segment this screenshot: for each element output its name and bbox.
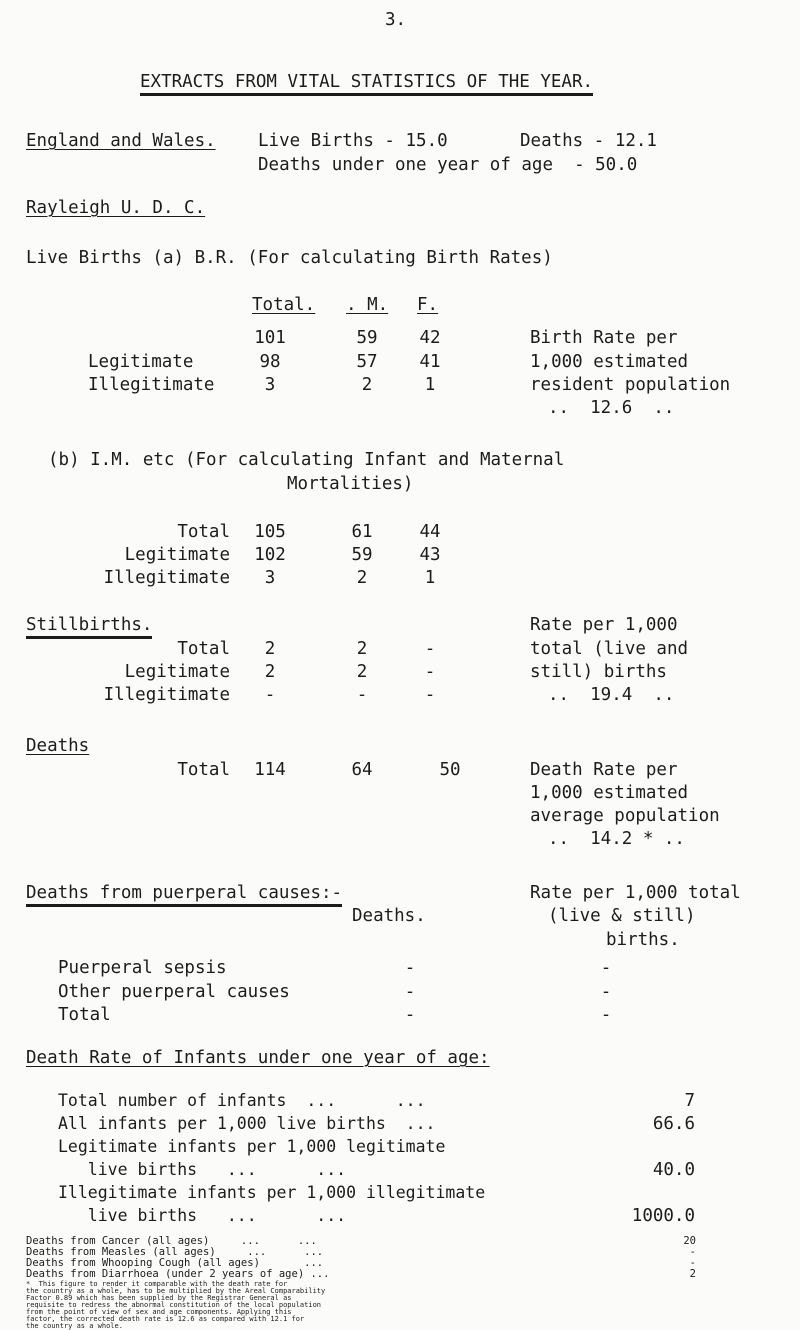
lb-illegit-label: Illegitimate <box>88 375 215 395</box>
puerperal-other-label: Other puerperal causes <box>58 982 290 1002</box>
deaths-total-m: 64 <box>351 760 373 780</box>
whooping-cough-deaths-value: - <box>689 1257 696 1269</box>
sb-rate-label-3: still) births <box>530 662 667 682</box>
puerperal-total-deaths: - <box>404 1005 416 1025</box>
col-total-header: Total. <box>252 295 316 315</box>
infant-rate-line-5: Illegitimate infants per 1,000 illegitimate <box>58 1183 486 1202</box>
live-births-heading: Live Births (a) B.R. (For calculating Birth Rates) <box>26 248 553 268</box>
deaths-total-total: 114 <box>254 760 286 780</box>
im-illegit-label: Illegitimate <box>103 568 230 588</box>
england-heading: England and Wales. <box>26 131 216 151</box>
im-legit-total: 102 <box>254 545 286 565</box>
puerperal-rate-label-3: births. <box>606 930 680 950</box>
diarrhoea-deaths-label: Deaths from Diarrhoea (under 2 years of age) ... <box>26 1268 330 1280</box>
footnote-line-3: Factor 0.89 which has been supplied by the Registrar General as <box>26 1294 292 1302</box>
infant-rate-value-4: 40.0 <box>652 1160 695 1180</box>
lb-legit-m: 57 <box>356 352 378 372</box>
sb-rate-value: .. 19.4 .. <box>548 685 675 705</box>
infant-rate-line-2: All infants per 1,000 live births ... <box>58 1114 436 1133</box>
footnote-line-5: from the point of view of sex and age components. Applying this <box>26 1308 292 1316</box>
puerperal-heading: Deaths from puerperal causes:- <box>26 885 342 907</box>
puerperal-other-deaths: - <box>404 982 416 1002</box>
page-title: EXTRACTS FROM VITAL STATISTICS OF THE YEAR. <box>140 74 593 96</box>
footnote-line-6: factor, the corrected death rate is 12.6 as compared with 12.1 for <box>26 1315 305 1323</box>
puerperal-sepsis-rate: - <box>600 958 612 978</box>
lb-legit-label: Legitimate <box>88 352 194 372</box>
im-total-m: 61 <box>351 522 373 542</box>
puerperal-rate-label-2: (live & still) <box>548 906 696 926</box>
infant-rate-value-2: 66.6 <box>652 1114 695 1134</box>
im-illegit-f: 1 <box>424 568 436 588</box>
infant-rate-line-3: Legitimate infants per 1,000 legitimate <box>58 1137 446 1156</box>
birth-rate-label-2: 1,000 estimated <box>530 352 689 372</box>
birth-rate-value: .. 12.6 .. <box>548 398 675 418</box>
puerperal-rate-label-1: Rate per 1,000 total <box>530 883 741 903</box>
england-live-births: Live Births - 15.0 <box>258 131 448 151</box>
sb-total-total: 2 <box>264 639 276 659</box>
deaths-total-label: Total <box>177 760 230 780</box>
sb-total-m: 2 <box>356 639 368 659</box>
diarrhoea-deaths-value: 2 <box>689 1268 696 1280</box>
measles-deaths-value: - <box>689 1246 696 1258</box>
im-total-f: 44 <box>419 522 441 542</box>
england-deaths: Deaths - 12.1 <box>520 131 657 151</box>
footnote-line-4: requisite to redress the abnormal constitution of the local population <box>26 1301 322 1309</box>
im-total-total: 105 <box>254 522 286 542</box>
lb-total-f: 42 <box>419 328 441 348</box>
im-legit-f: 43 <box>419 545 441 565</box>
col-f-header: F. <box>417 295 439 315</box>
lower-section <box>26 1236 786 1330</box>
sb-illegit-label: Illegitimate <box>103 685 230 705</box>
infant-rate-line-4: live births ... ... <box>58 1160 347 1179</box>
sb-legit-m: 2 <box>356 662 368 682</box>
infant-rate-heading: Death Rate of Infants under one year of age: <box>26 1048 490 1068</box>
sb-illegit-total: - <box>264 685 276 705</box>
lb-illegit-f: 1 <box>424 375 436 395</box>
col-m-header: . M. <box>346 295 389 315</box>
infant-rate-line-1: Total number of infants ... ... <box>58 1091 426 1110</box>
lb-total-m: 59 <box>356 328 378 348</box>
puerperal-total-rate: - <box>600 1005 612 1025</box>
death-rate-value: .. 14.2 * .. <box>548 829 685 849</box>
footnote-line-7: the country as a whole. <box>26 1322 123 1330</box>
lb-illegit-total: 3 <box>264 375 276 395</box>
im-legit-m: 59 <box>351 545 373 565</box>
puerperal-deaths-header: Deaths. <box>352 906 426 926</box>
death-rate-label-1: Death Rate per <box>530 760 678 780</box>
deaths-heading: Deaths <box>26 736 90 756</box>
footnote-line-1: * This figure to render it comparable with the death rate for <box>26 1280 288 1288</box>
cancer-deaths-label: Deaths from Cancer (all ages) ... ... <box>26 1235 317 1247</box>
death-rate-label-2: 1,000 estimated <box>530 783 689 803</box>
lb-illegit-m: 2 <box>361 375 373 395</box>
lb-legit-total: 98 <box>259 352 281 372</box>
birth-rate-label-3: resident population <box>530 375 731 395</box>
sb-legit-f: - <box>424 662 436 682</box>
im-illegit-total: 3 <box>264 568 276 588</box>
deaths-total-f: 50 <box>439 760 461 780</box>
infant-rate-line-6: live births ... ... <box>58 1206 347 1225</box>
district-name: Rayleigh U. D. C. <box>26 198 206 218</box>
stillbirths-heading: Stillbirths. <box>26 617 152 639</box>
im-heading-2: Mortalities) <box>287 474 414 494</box>
sb-illegit-f: - <box>424 685 436 705</box>
im-heading-1: (b) I.M. etc (For calculating Infant and Maternal <box>48 450 565 470</box>
im-illegit-m: 2 <box>356 568 368 588</box>
im-total-label: Total <box>177 522 230 542</box>
lb-total-total: 101 <box>254 328 286 348</box>
measles-deaths-label: Deaths from Measles (all ages) ... ... <box>26 1246 324 1258</box>
sb-illegit-m: - <box>356 685 368 705</box>
footnote-line-2: the country as a whole, has to be multiplied by the Areal Comparability <box>26 1287 326 1295</box>
cancer-deaths-value: 20 <box>683 1235 696 1247</box>
sb-legit-label: Legitimate <box>124 662 230 682</box>
sb-rate-label-2: total (live and <box>530 639 689 659</box>
page-number: 3. <box>385 10 407 30</box>
infant-rate-value-1: 7 <box>684 1091 695 1111</box>
infant-rate-value-6: 1000.0 <box>631 1206 695 1226</box>
puerperal-total-label: Total <box>58 1005 111 1025</box>
im-legit-label: Legitimate <box>124 545 230 565</box>
death-rate-label-3: average population <box>530 806 720 826</box>
sb-legit-total: 2 <box>264 662 276 682</box>
sb-rate-label-1: Rate per 1,000 <box>530 615 678 635</box>
puerperal-sepsis-deaths: - <box>404 958 416 978</box>
sb-total-f: - <box>424 639 436 659</box>
england-infant-deaths: Deaths under one year of age - 50.0 <box>258 155 638 175</box>
puerperal-sepsis-label: Puerperal sepsis <box>58 958 227 978</box>
lb-legit-f: 41 <box>419 352 441 372</box>
footnote <box>26 1281 786 1330</box>
puerperal-other-rate: - <box>600 982 612 1002</box>
sb-total-label: Total <box>177 639 230 659</box>
whooping-cough-deaths-label: Deaths from Whooping Cough (all ages) ... <box>26 1257 324 1269</box>
birth-rate-label-1: Birth Rate per <box>530 328 678 348</box>
